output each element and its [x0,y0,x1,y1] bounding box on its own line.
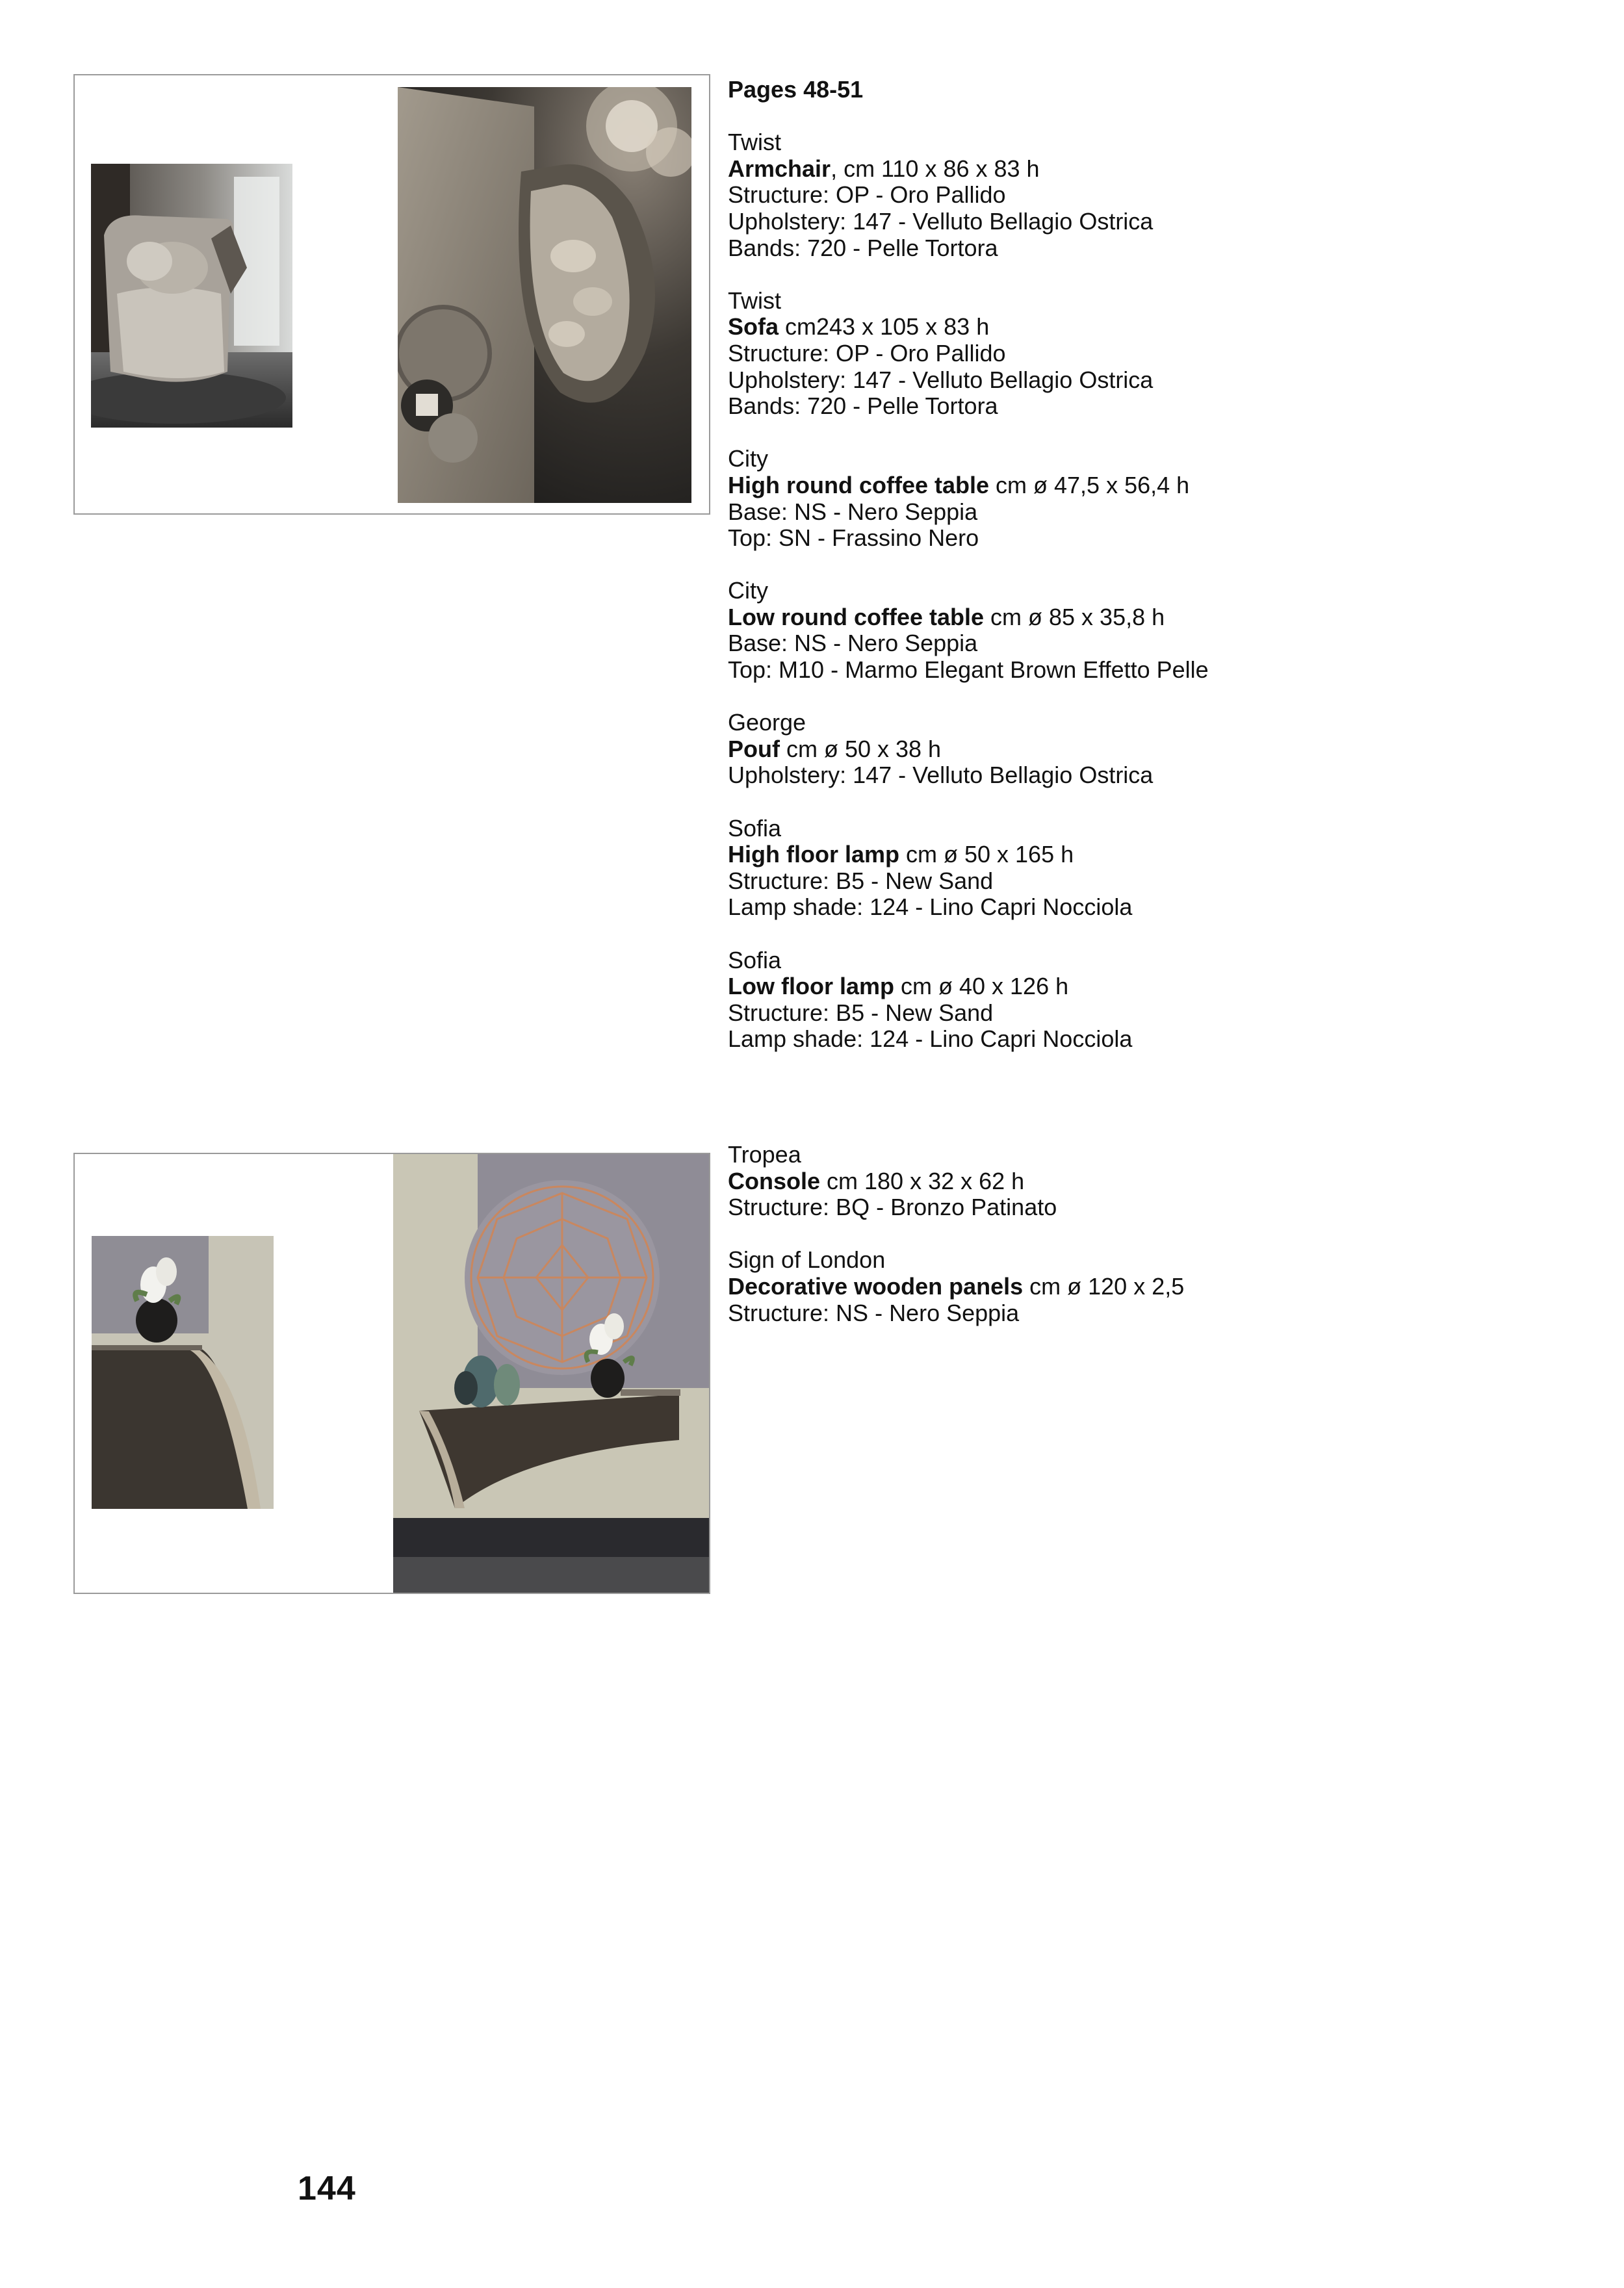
product-title-line [728,736,1573,763]
product-entry-low-floor-lamp [728,947,1573,1053]
product-entry-pouf [728,710,1573,789]
collection-name: Sofia [728,814,782,842]
collection-name: Twist [728,129,782,156]
console-detail-photo [92,1236,274,1509]
image-frame-living-room [73,74,710,515]
product-dimensions: cm ø 40 x 126 h [894,973,1069,1000]
image-frame-console [73,1153,710,1594]
collection-name: City [728,445,768,472]
product-dimensions: cm 180 x 32 x 62 h [820,1167,1025,1194]
spec-line: Lamp shade: 124 - Lino Capri Nocciola [728,893,1133,921]
product-entry-armchair [728,129,1573,261]
product-name: Low round coffee table [728,603,985,630]
spec-line: Structure: NS - Nero Seppia [728,1299,1020,1326]
spec-line: Structure: OP - Oro Pallido [728,339,1006,366]
spec-line: Top: SN - Frassino Nero [728,524,979,552]
product-entry-sofa [728,288,1573,420]
spec-line: Structure: BQ - Bronzo Patinato [728,1194,1057,1221]
collection-name: Tropea [728,1141,801,1168]
product-entry-high-coffee-table [728,446,1573,551]
section-one-text [728,77,1573,1053]
collection-name: City [728,577,768,604]
product-dimensions: cm ø 50 x 165 h [899,841,1074,868]
product-dimensions: cm ø 120 x 2,5 [1023,1272,1185,1300]
spec-line: Lamp shade: 124 - Lino Capri Nocciola [728,1025,1133,1053]
product-title-line [728,314,1573,341]
section-heading: Pages 48-51 [728,76,864,103]
spec-line: Bands: 720 - Pelle Tortora [728,392,998,420]
product-dimensions: cm243 x 105 x 83 h [779,313,990,341]
product-name: Armchair [728,155,831,182]
product-name: Pouf [728,735,780,762]
section-two-text [728,1142,1573,1326]
spec-line: Base: NS - Nero Seppia [728,498,978,525]
product-title-line [728,1274,1573,1300]
product-name: High floor lamp [728,841,899,868]
console-wall-photo [393,1154,710,1594]
product-dimensions: cm ø 85 x 35,8 h [984,603,1165,630]
product-entry-low-coffee-table [728,578,1573,683]
product-name: Decorative wooden panels [728,1272,1024,1300]
spec-line: Upholstery: 147 - Velluto Bellagio Ostrica [728,366,1154,393]
product-dimensions: cm ø 47,5 x 56,4 h [989,471,1190,498]
product-title-line [728,472,1573,499]
product-name: Console [728,1167,821,1194]
spec-line: Structure: B5 - New Sand [728,999,994,1026]
product-name: Sofa [728,313,779,341]
product-title-line [728,1168,1573,1195]
product-entry-high-floor-lamp [728,816,1573,921]
spec-line: Bands: 720 - Pelle Tortora [728,234,998,261]
collection-name: Sofia [728,946,782,973]
collection-name: George [728,709,806,736]
product-name: Low floor lamp [728,973,894,1000]
spec-line: Structure: B5 - New Sand [728,867,994,894]
spec-line: Top: M10 - Marmo Elegant Brown Effetto Pelle [728,656,1209,684]
product-name: High round coffee table [728,471,990,498]
spec-line: Structure: OP - Oro Pallido [728,181,1006,209]
armchair-photo [91,164,292,428]
product-dimensions: , cm 110 x 86 x 83 h [831,155,1040,182]
spec-line: Base: NS - Nero Seppia [728,630,978,657]
collection-name: Sign of London [728,1246,886,1274]
spec-line: Upholstery: 147 - Velluto Bellagio Ostrica [728,762,1154,789]
page-number: 144 [298,2170,356,2207]
collection-name: Twist [728,287,782,314]
living-room-top-view-photo [398,87,691,503]
product-title-line [728,156,1573,183]
product-entry-decorative-panels [728,1247,1573,1326]
product-entry-console [728,1142,1573,1221]
product-title-line [728,604,1573,631]
product-dimensions: cm ø 50 x 38 h [779,735,942,762]
product-title-line [728,973,1573,1000]
spec-line: Upholstery: 147 - Velluto Bellagio Ostrica [728,207,1154,235]
product-title-line [728,842,1573,868]
